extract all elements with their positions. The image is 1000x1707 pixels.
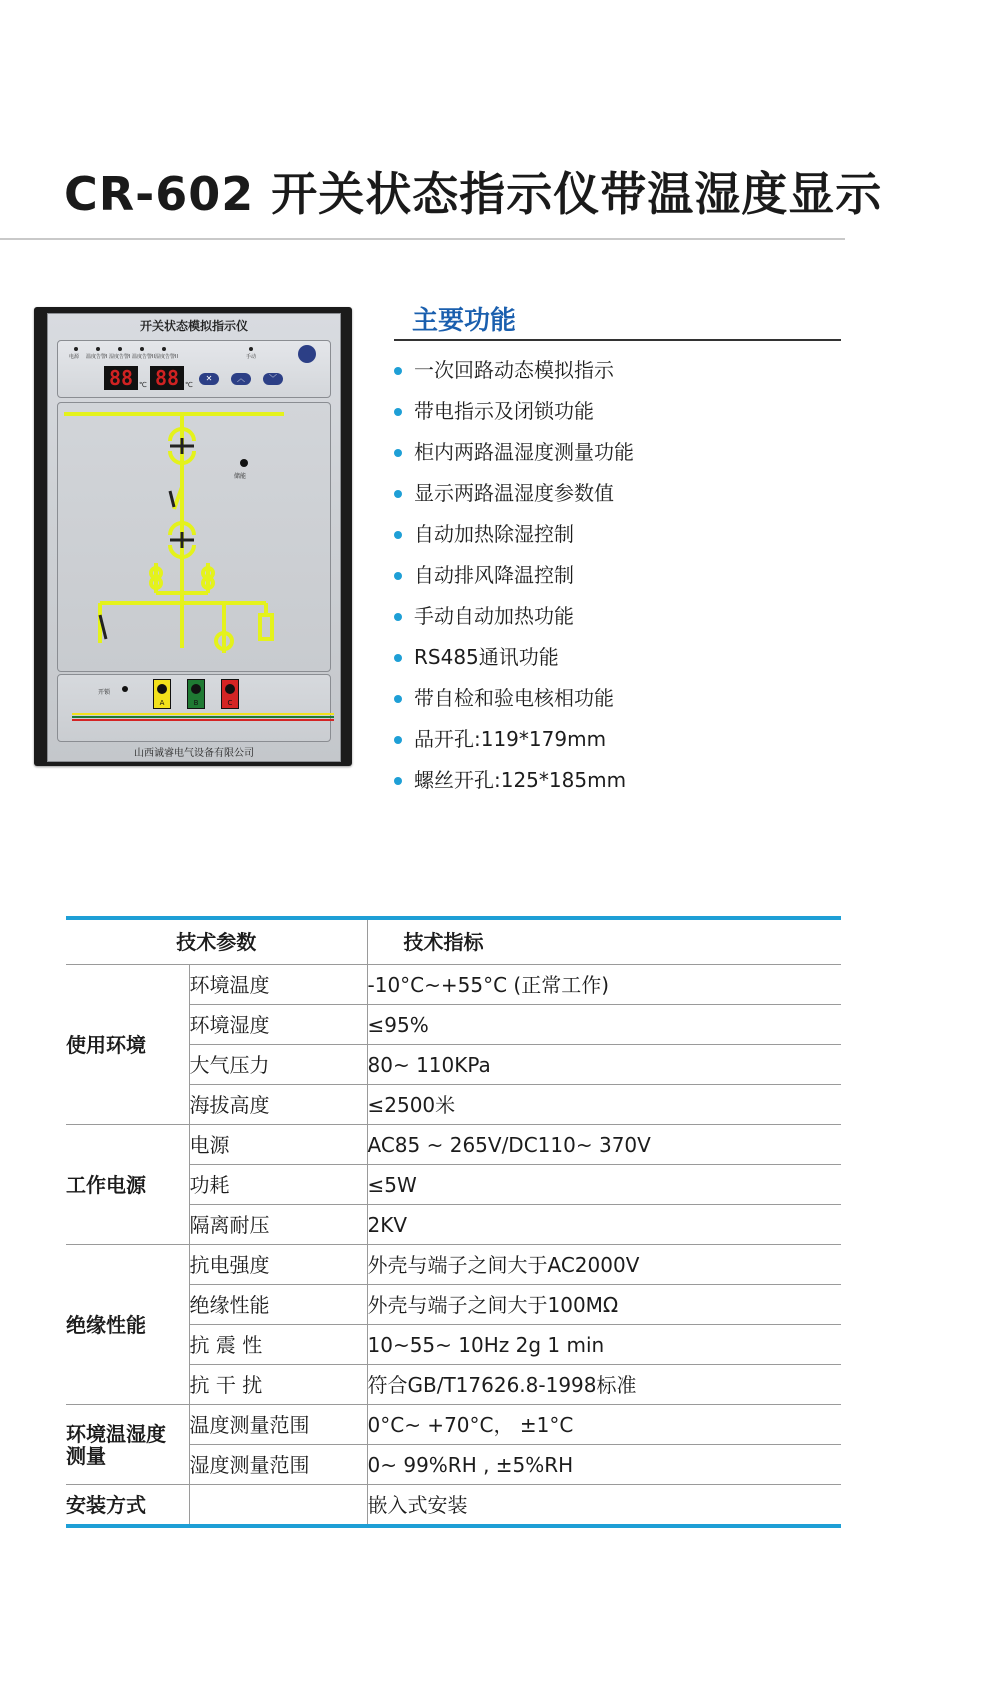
bullet-icon (394, 572, 402, 580)
spec-value: 外壳与端子之间大于100MΩ (367, 1285, 841, 1325)
humidity-alarm-1-led (118, 347, 122, 351)
spec-value: 符合GB/T17626.8-1998标准 (367, 1365, 841, 1405)
terminal-b: B (187, 679, 205, 709)
spec-item: 大气压力 (189, 1045, 367, 1085)
spec-item: 功耗 (189, 1165, 367, 1205)
spec-value: ≤2500米 (367, 1085, 841, 1125)
spec-value: AC85 ~ 265V/DC110~ 370V (367, 1125, 841, 1165)
spec-group-label: 环境温湿度 测量 (66, 1405, 189, 1485)
spec-value: 2KV (367, 1205, 841, 1245)
indicator-label: 温度告警I (86, 354, 108, 360)
bullet-icon (394, 695, 402, 703)
spec-value: -10°C~+55°C (正常工作) (367, 965, 841, 1005)
spec-header-param: 技术参数 (66, 920, 367, 965)
phase-stripe-c (72, 719, 334, 721)
table-row (66, 1405, 841, 1445)
bullet-icon (394, 449, 402, 457)
feature-item: 自动排风降温控制 (394, 555, 634, 596)
display-2-unit: ℃ (185, 381, 193, 389)
terminal-area (57, 674, 331, 742)
circuit-diagram (58, 403, 330, 671)
device-display-area (57, 340, 331, 398)
device-company-label: 山西诚睿电气设备有限公司 (134, 748, 254, 759)
spec-value: ≤95% (367, 1005, 841, 1045)
feature-item: 螺丝开孔:125*185mm (394, 760, 634, 801)
feature-item: RS485通讯功能 (394, 637, 634, 678)
spec-group-label: 绝缘性能 (66, 1245, 189, 1405)
terminal-a: A (153, 679, 171, 709)
device-image (34, 307, 352, 766)
table-row (66, 1485, 841, 1525)
page-title: CR-602 开关状态指示仪带温湿度显示 (64, 167, 883, 221)
feature-item: 品开孔:119*179mm (394, 719, 634, 760)
spec-value: 嵌入式安装 (367, 1492, 468, 1517)
manual-led (249, 347, 253, 351)
spec-item: 抗 震 性 (189, 1325, 367, 1365)
spec-item: 隔离耐压 (189, 1205, 367, 1245)
indicator-label: 湿度告警I (109, 354, 131, 360)
temp-alarm-2-led (140, 347, 144, 351)
spec-bottom-rule (66, 1524, 841, 1528)
spec-value: 80~ 110KPa (367, 1045, 841, 1085)
lock-label: 开锁 (98, 689, 111, 696)
bullet-icon (394, 613, 402, 621)
spec-item: 抗 干 扰 (189, 1365, 367, 1405)
feature-item: 自动加热除湿控制 (394, 514, 634, 555)
manual-label: 手动 (246, 354, 257, 360)
indicator-label: 温度告警II (132, 354, 155, 360)
spec-item: 环境湿度 (189, 1005, 367, 1045)
spec-value: 外壳与端子之间大于AC2000V (367, 1245, 841, 1285)
feature-item: 一次回路动态模拟指示 (394, 350, 634, 391)
spec-table-wrapper (66, 916, 841, 1528)
power-led (74, 347, 78, 351)
spec-item: 湿度测量范围 (189, 1445, 367, 1485)
spec-item: 抗电强度 (189, 1245, 367, 1285)
spec-value: 0°C~ +70°C， ±1°C (367, 1405, 841, 1445)
lock-led (122, 686, 128, 692)
bullet-icon (394, 367, 402, 375)
feature-item: 手动自动加热功能 (394, 596, 634, 637)
spec-value: 10~55~ 10Hz 2g 1 min (367, 1325, 841, 1365)
device-panel-title: 开关状态模拟指示仪 (139, 319, 248, 333)
display-1: 88 (104, 366, 138, 390)
spec-group-label: 使用环境 (66, 965, 189, 1125)
indicator-label: 湿度告警II (155, 354, 178, 360)
spec-item: 电源 (189, 1125, 367, 1165)
phase-stripe-a (72, 713, 334, 715)
humidity-alarm-2-led (162, 347, 166, 351)
spec-table (66, 920, 841, 1524)
features-heading: 主要功能 (412, 306, 517, 336)
spec-item: 绝缘性能 (189, 1285, 367, 1325)
spec-item (189, 1485, 367, 1525)
device-round-button (298, 345, 316, 363)
features-list (394, 350, 634, 801)
feature-item: 柜内两路温湿度测量功能 (394, 432, 634, 473)
spec-item: 海拔高度 (189, 1085, 367, 1125)
device-front-panel (47, 313, 341, 762)
spec-item: 温度测量范围 (189, 1405, 367, 1445)
spec-item: 环境温度 (189, 965, 367, 1005)
feature-item: 带电指示及闭锁功能 (394, 391, 634, 432)
bullet-icon (394, 777, 402, 785)
spec-value: 0~ 99%RH , ±5%RH (367, 1445, 841, 1485)
spec-group-label: 安装方式 (66, 1485, 189, 1525)
bullet-icon (394, 408, 402, 416)
circuit-diagram-area (57, 402, 331, 672)
storage-label: 储能 (234, 473, 247, 480)
bullet-icon (394, 490, 402, 498)
indicator-label: 电源 (69, 354, 80, 360)
table-row (66, 1245, 841, 1285)
terminal-c: C (221, 679, 239, 709)
spec-value: ≤5W (367, 1165, 841, 1205)
temp-alarm-1-led (96, 347, 100, 351)
bullet-icon (394, 736, 402, 744)
spec-header-value: 技术指标 (367, 920, 841, 965)
up-icon: ︿ (231, 373, 251, 385)
display-2: 88 (150, 366, 184, 390)
phase-stripe-b (72, 716, 334, 718)
table-row (66, 1125, 841, 1165)
features-divider (394, 339, 841, 341)
spec-header-row (66, 920, 841, 965)
spec-group-label: 工作电源 (66, 1125, 189, 1245)
bullet-icon (394, 654, 402, 662)
display-1-unit: ℃ (139, 381, 147, 389)
feature-item: 显示两路温湿度参数值 (394, 473, 634, 514)
table-row (66, 965, 841, 1005)
feature-item: 带自检和验电核相功能 (394, 678, 634, 719)
title-divider (0, 238, 845, 240)
tool-icon: ✕ (199, 373, 219, 385)
down-icon: ﹀ (263, 373, 283, 385)
bullet-icon (394, 531, 402, 539)
